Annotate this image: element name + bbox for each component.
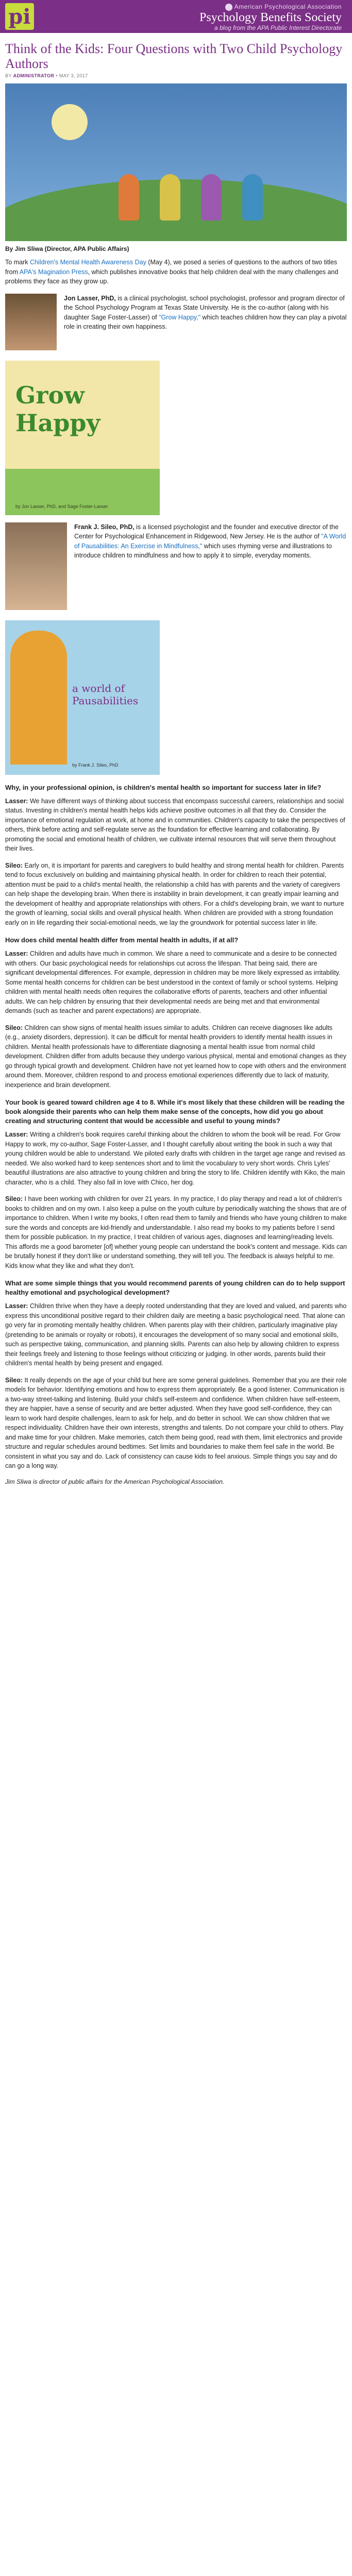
- byline: [5, 73, 347, 78]
- magination-press-link[interactable]: APA's Magination Press: [19, 268, 88, 276]
- association-name: American Psychological Association: [234, 3, 342, 10]
- question: Your book is geared toward children age 4 to 8. While it's most likely that these children will be reading the book alongside their parents who can help them make sense of the concepts, how did you go about creating and structuring content that would be accessible and useful to young minds?: [5, 1098, 345, 1125]
- answer-text: Children can show signs of mental health issues similar to adults. Children can receive diagnoses like adults (e.g., anxiety disorders, depression). It can be difficult for mental health providers to identify mental health issues in children. Mental health professionals have to differentiate diagnosing a mental health issue from normal child development. Children differ from adults because they undergo various physical, mental and emotional changes as they go through typical growth and development. Children have not yet learned how to cope with others and the environment around them. Moreover, children respond to and process emotional experiences differently due to lack of maturity, inexperience and brain development.: [5, 1024, 346, 1089]
- answer: [5, 1376, 347, 1471]
- answer-speaker: Lasser:: [5, 950, 28, 957]
- apa-association: [199, 3, 342, 11]
- book-cover-pausabilities: [5, 620, 160, 775]
- author-bio-part: which uses rhyming verse and illustrations to introduce children to mindfulness and how to apply it to simple, everyday moments.: [74, 542, 332, 559]
- answer-text: I have been working with children for over 21 years. In my practice, I do play therapy and read a lot of children's books to children and on my own. I also keep a pulse on the youth culture by periodically watching the shows that are of importance to children. When I write my books, I often read them to family and friends who have young children to make sure the words and concepts are kid-friendly and understandable. I also read my books to my patients before I send them for possible publication. In my practice, I treat children of various ages, diagnoses and learning/reading levels. This affords me a good barometer [of] whether young people can understand the book's content and message. Kids can be brutally honest if they don't like or understand something, they will tell you. The feedback is always helpful to me. Kids know what they like and what they don't.: [5, 1195, 347, 1269]
- pausabilities-link[interactable]: "A World of Pausabilities: An Exercise in Mindfulness,": [74, 533, 346, 550]
- answer-speaker: Sileo:: [5, 1376, 23, 1384]
- answer: [5, 1301, 347, 1368]
- answer-text: Writing a children's book requires careful thinking about the children to whom the book will be read. For Grow Happy to work, my co-author, Sage Foster-Lasser, and I thought carefully about writing the book in such a way that young children would be able to understand. We piloted early drafts with children in the target age range and revised as needed. We also worked hard to keep sentences short and to limit the vocabulary to very short words. Chris Lyles' beautiful illustrations are also attractive to young children and bring the story to life. Children identify with Kiko, the main character, who is a child. They also fall in love with Chico, her dog.: [5, 1131, 345, 1186]
- byline-author[interactable]: ADMINISTRATOR: [13, 73, 55, 78]
- answer-speaker: Lasser:: [5, 1131, 28, 1138]
- book-cover-credit: by Frank J. Sileo, PhD: [72, 762, 119, 768]
- answer: [5, 1023, 347, 1090]
- answer-text: Children and adults have much in common. We share a need to communicate and a desire to be connected with others. Our basic psychological needs for relationships cut across the lifespan. That being said, there are significant developmental differences. For example, depression in children may be more likely expressed as irritability. Some mental health concerns for children can be best understood in the context of family or school systems. Helping children with mental health needs often requires the collaborative efforts of parents, teachers and other influential adults. We can help children by ensuring that their developmental needs are being met and that environmental demands (such as teacher and parent expectations) are appropriate.: [5, 950, 341, 1014]
- answer-text: It really depends on the age of your child but here are some general guidelines. Remember that you are their role models for behavior. Identifying emotions and how to express them appropriately. Be a good listener. Communication is a two-way street-talking and listening. Build your child's self-esteem and confidence. When children have self-esteem, they are happier, have a sense of security and are better adjusted. When they have good self-confidence, they can learn to work hard despite challenges, learn to ask for help, and do better in school. We can show children that we respect individuality. Children have their own interests, strengths and talents. Do not compare your child to others. Play and make time for your children. Make memories, catch them being good, read with them, limit electronics and provide structure and regular schedules around bedtimes. Set limits and boundaries to make them feel safe in the world. Be consistent in what you say and do. Lack of consistency can cause kids to feel anxious. Simple things you say and do can go a long way.: [5, 1376, 347, 1469]
- book-cover-credit: by Jon Lasser, PhD, and Sage Foster-Lasser: [15, 503, 108, 509]
- answer: [5, 796, 347, 854]
- hero-illustration: [5, 83, 347, 241]
- qa-section-1: [5, 783, 347, 928]
- byline-date: MAY 3, 2017: [59, 73, 88, 78]
- answer-speaker: Sileo:: [5, 861, 23, 869]
- author-photo-lasser: [5, 294, 57, 350]
- answer-speaker: Sileo:: [5, 1024, 23, 1031]
- blog-name: Psychology Benefits Society: [199, 10, 342, 24]
- answer-text: We have different ways of thinking about success that encompass successful careers, relationships and social status. Investing in children's mental health helps kids achieve positive outcomes in all that they do. Consider the importance of emotional regulation at work, at home and in communities. Children's capacity to take the perspectives of others, think before acting and self-regulate serve as the foundation for effective learning and collaborating. By promoting the social and emotional health of children, we cultivate internal resources that will serve them throughout their lives.: [5, 797, 345, 852]
- author-bio-part: is a clinical psychologist, school psychologist, professor and program director of the School Psychology Program at Texas State University. He is the co-author (along with his daughter Sage Foster-Lasser) of: [64, 294, 345, 321]
- blog-tagline: a blog from the APA Public Interest Directorate: [214, 24, 342, 31]
- qa-section-2: [5, 936, 347, 1090]
- answer-speaker: Lasser:: [5, 1302, 28, 1310]
- author-photo-sileo: [5, 522, 67, 610]
- author-bio-sileo: [5, 522, 347, 613]
- intro-text: , which publishes innovative books that help children deal with the many challenges and problems they face as they grow up.: [5, 268, 339, 285]
- awareness-day-link[interactable]: Children's Mental Health Awareness Day: [29, 259, 146, 266]
- hero-caption: By Jim Sliwa (Director, APA Public Affairs): [5, 245, 129, 252]
- answer: [5, 861, 347, 928]
- author-name: Jon Lasser, PhD,: [64, 294, 116, 302]
- byline-prefix: BY: [5, 73, 12, 78]
- site-logo[interactable]: pi: [5, 3, 34, 30]
- book-cover-tree: [10, 631, 67, 765]
- intro-text: (May 4), we posed a series of questions to the authors of two titles from: [5, 259, 338, 276]
- site-branding[interactable]: [199, 3, 342, 31]
- qa-section-3: [5, 1098, 347, 1270]
- answer-text: Children thrive when they have a deeply rooted understanding that they are loved and valued, and parents who express this unconditional positive regard to their children daily are meeting a basic psychological need. That alone can go very far in promoting mentally healthy children. When parents play with their children, particularly imaginative play (pretending to be animals or royalty or robots), it encourages the development of so many social and emotional skills, such as perspective taking, communication, and planning skills. Parents can also help by allowing children to express their feelings freely and listening to those feelings without criticizing or judging. In other words, parents build their children's mental health by being present and engaged.: [5, 1302, 347, 1367]
- answer: [5, 949, 347, 1016]
- answer: [5, 1194, 347, 1270]
- answer-speaker: Lasser:: [5, 797, 28, 805]
- answer-speaker: Sileo:: [5, 1195, 23, 1202]
- author-bio-lasser: [5, 294, 347, 353]
- hero-moon: [52, 104, 88, 140]
- hero-child-figure: [160, 174, 180, 221]
- question: Why, in your professional opinion, is children's mental health so important for success later in life?: [5, 783, 322, 791]
- author-footer-note: Jim Sliwa is director of public affairs for the American Psychological Association.: [5, 1478, 225, 1485]
- question: What are some simple things that you would recommend parents of young children can do to help support healthy emotional and psychological development?: [5, 1279, 345, 1296]
- question: How does child mental health differ from mental health in adults, if at all?: [5, 936, 239, 944]
- author-bio-part: which teaches children how they can play a pivotal role in creating their own happiness.: [64, 313, 347, 330]
- hero-child-figure: [242, 174, 263, 221]
- book-cover-grow-happy: [5, 361, 160, 515]
- book-cover-title: Grow Happy: [15, 381, 100, 437]
- answer-text: Early on, it is important for parents and caregivers to build healthy and strong mental health for children. Parents tend to focus exclusively on building and maintaining physical health. In order for children to reach their potential, attention must be paid to a child's mental health, the relationship a child has with parents and the variety of caregivers can help shape the developing brain. When there is instability in brain development, it can greatly impair learning and the development of healthy and appropriate relationships with others. For a child's developing brain, we want to nurture the growth of learning, social skills and overall physical health. When children are provided with a strong foundation early on in life regarding their social-emotional needs, we lay the groundwork for potential success later in life.: [5, 861, 344, 926]
- article-title: Think of the Kids: Four Questions with Two Child Psychology Authors: [5, 41, 343, 71]
- author-bio-part: is a licensed psychologist and the founder and executive director of the Center for Psychological Enhancement in Ridgewood, New Jersey. He is the author of: [74, 523, 339, 540]
- byline-separator: •: [56, 73, 58, 78]
- site-header: [0, 0, 352, 33]
- qa-section-4: [5, 1279, 347, 1471]
- intro-text: To mark: [5, 259, 30, 266]
- author-name: Frank J. Sileo, PhD,: [74, 523, 135, 531]
- answer: [5, 1130, 347, 1187]
- hero-child-figure: [201, 174, 222, 221]
- hero-child-figure: [119, 174, 139, 221]
- apa-logo-icon: [225, 4, 232, 11]
- intro-paragraph: [5, 258, 347, 286]
- article-content: [0, 33, 352, 1496]
- book-cover-title: a world of Pausabilities: [72, 682, 139, 707]
- grow-happy-link[interactable]: "Grow Happy,": [159, 313, 201, 321]
